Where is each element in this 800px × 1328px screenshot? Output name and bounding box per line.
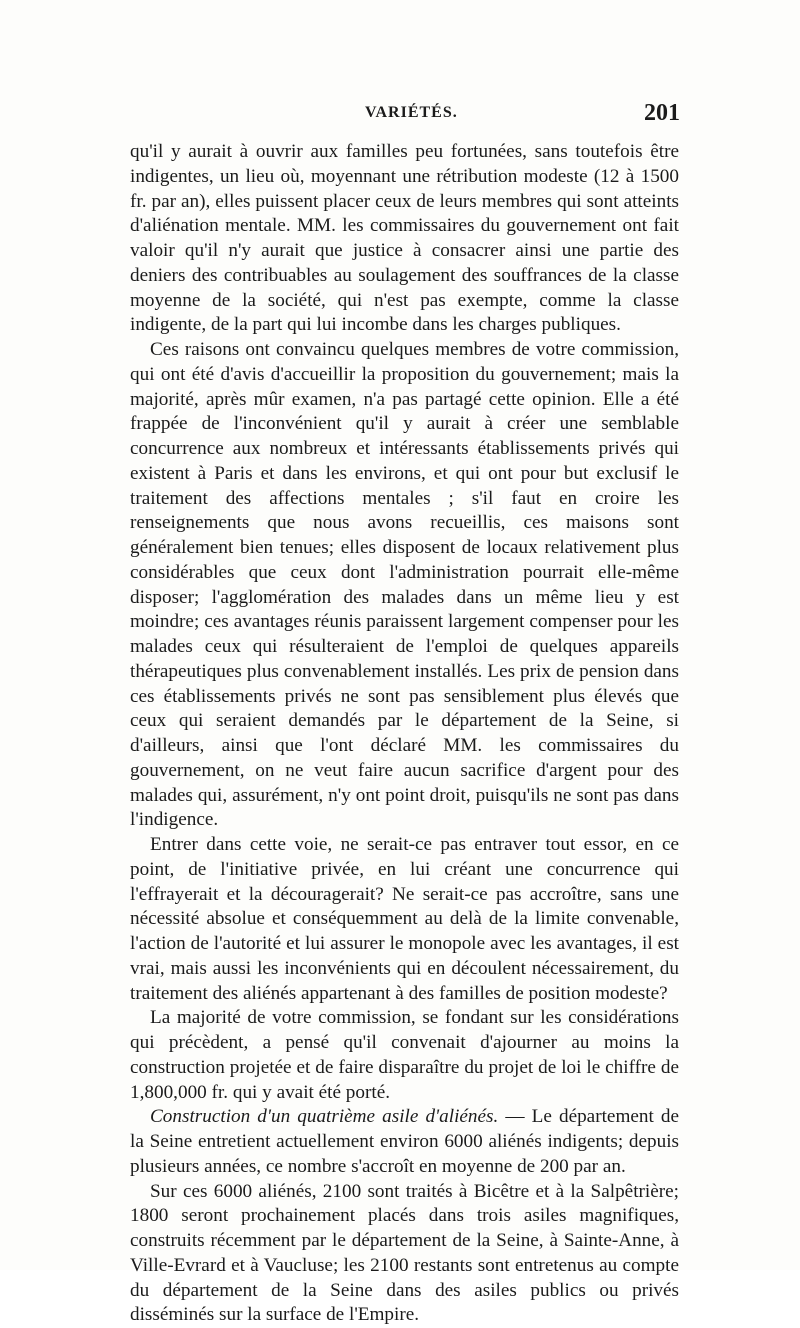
paragraph: Sur ces 6000 aliénés, 2100 sont traités à Bicêtre et à la Salpêtrière; 1800 seront prochainement placés dans trois asiles magnifiques, construits récemment par le département de la Seine, à Sainte-Anne, à Ville-Evrard et à Vaucluse; les 2100 restants sont entretenus au compte du département de la Seine dans des asiles publics ou privés disséminés sur la surface de l'Empire. [130, 1180, 679, 1328]
running-head: VARIÉTÉS. [365, 104, 458, 122]
paragraph [130, 1105, 679, 1179]
section-heading: Construction d'un quatrième asile d'aliénés. [150, 1106, 498, 1127]
paragraph: La majorité de votre commission, se fondant sur les considérations qui précèdent, a pensé qu'il convenait d'ajourner au moins la construction projetée et de faire disparaître du projet de loi le chiffre de 1,800,000 fr. qui y avait été porté. [130, 1006, 679, 1105]
page-header [130, 102, 680, 136]
paragraph: qu'il y aurait à ouvrir aux familles peu fortunées, sans toutefois être indigentes, un lieu où, moyennant une rétribution modeste (12 à 1500 fr. par an), elles puissent placer ceux de leurs membres qui sont atteints d'aliénation mentale. MM. les commissaires du gouvernement ont fait valoir qu'il n'y aurait que justice à consacrer ainsi une partie des deniers des contribuables au soulagement des souffrances de la classe moyenne de la société, qui n'est pas exempte, comme la classe indigente, de la part qui lui incombe dans les charges publiques. [130, 140, 679, 338]
paragraph-text: — Le département de la Seine entretient actuellement environ 6000 aliénés indigents; depuis plusieurs années, ce nombre s'accroît en moyenne de 200 par an. [130, 1106, 679, 1177]
body-text [130, 140, 679, 1328]
paragraph: Ces raisons ont convaincu quelques membres de votre commission, qui ont été d'avis d'accueillir la proposition du gouvernement; mais la majorité, après mûr examen, n'a pas partagé cette opinion. Elle a été frappée de l'inconvénient qu'il y aurait à créer une semblable concurrence aux nombreux et intéressants établissements privés qui existent à Paris et dans les environs, et qui ont pour but exclusif le traitement des affections mentales ; s'il faut en croire les renseignements que nous avons recueillis, ces maisons sont généralement bien tenues; elles disposent de locaux relativement plus considérables que ceux dont l'administration pourrait elle-même disposer; l'agglomération des malades dans un même lieu y est moindre; ces avantages réunis paraissent largement compenser pour les malades ceux qui résulteraient de l'emploi de quelques appareils thérapeutiques plus convenablement installés. Les prix de pension dans ces établissements privés ne sont pas sensiblement plus élevés que ceux qui seraient demandés par le département de la Seine, si d'ailleurs, ainsi que l'ont déclaré MM. les commissaires du gouvernement, on ne veut faire aucun sacrifice d'argent pour des malades qui, assurément, n'y ont point droit, puisqu'ils ne sont pas dans l'indigence. [130, 338, 679, 833]
paragraph: Entrer dans cette voie, ne serait-ce pas entraver tout essor, en ce point, de l'initiative privée, en lui créant une concurrence qui l'effrayerait et la découragerait? Ne serait-ce pas accroître, sans une nécessité absolue et conséquemment au delà de la limite convenable, l'action de l'autorité et lui assurer le monopole avec les avantages, il est vrai, mais aussi les inconvénients qui en découlent nécessairement, du traitement des aliénés appartenant à des familles de position modeste? [130, 833, 679, 1006]
page-number: 201 [644, 100, 680, 127]
